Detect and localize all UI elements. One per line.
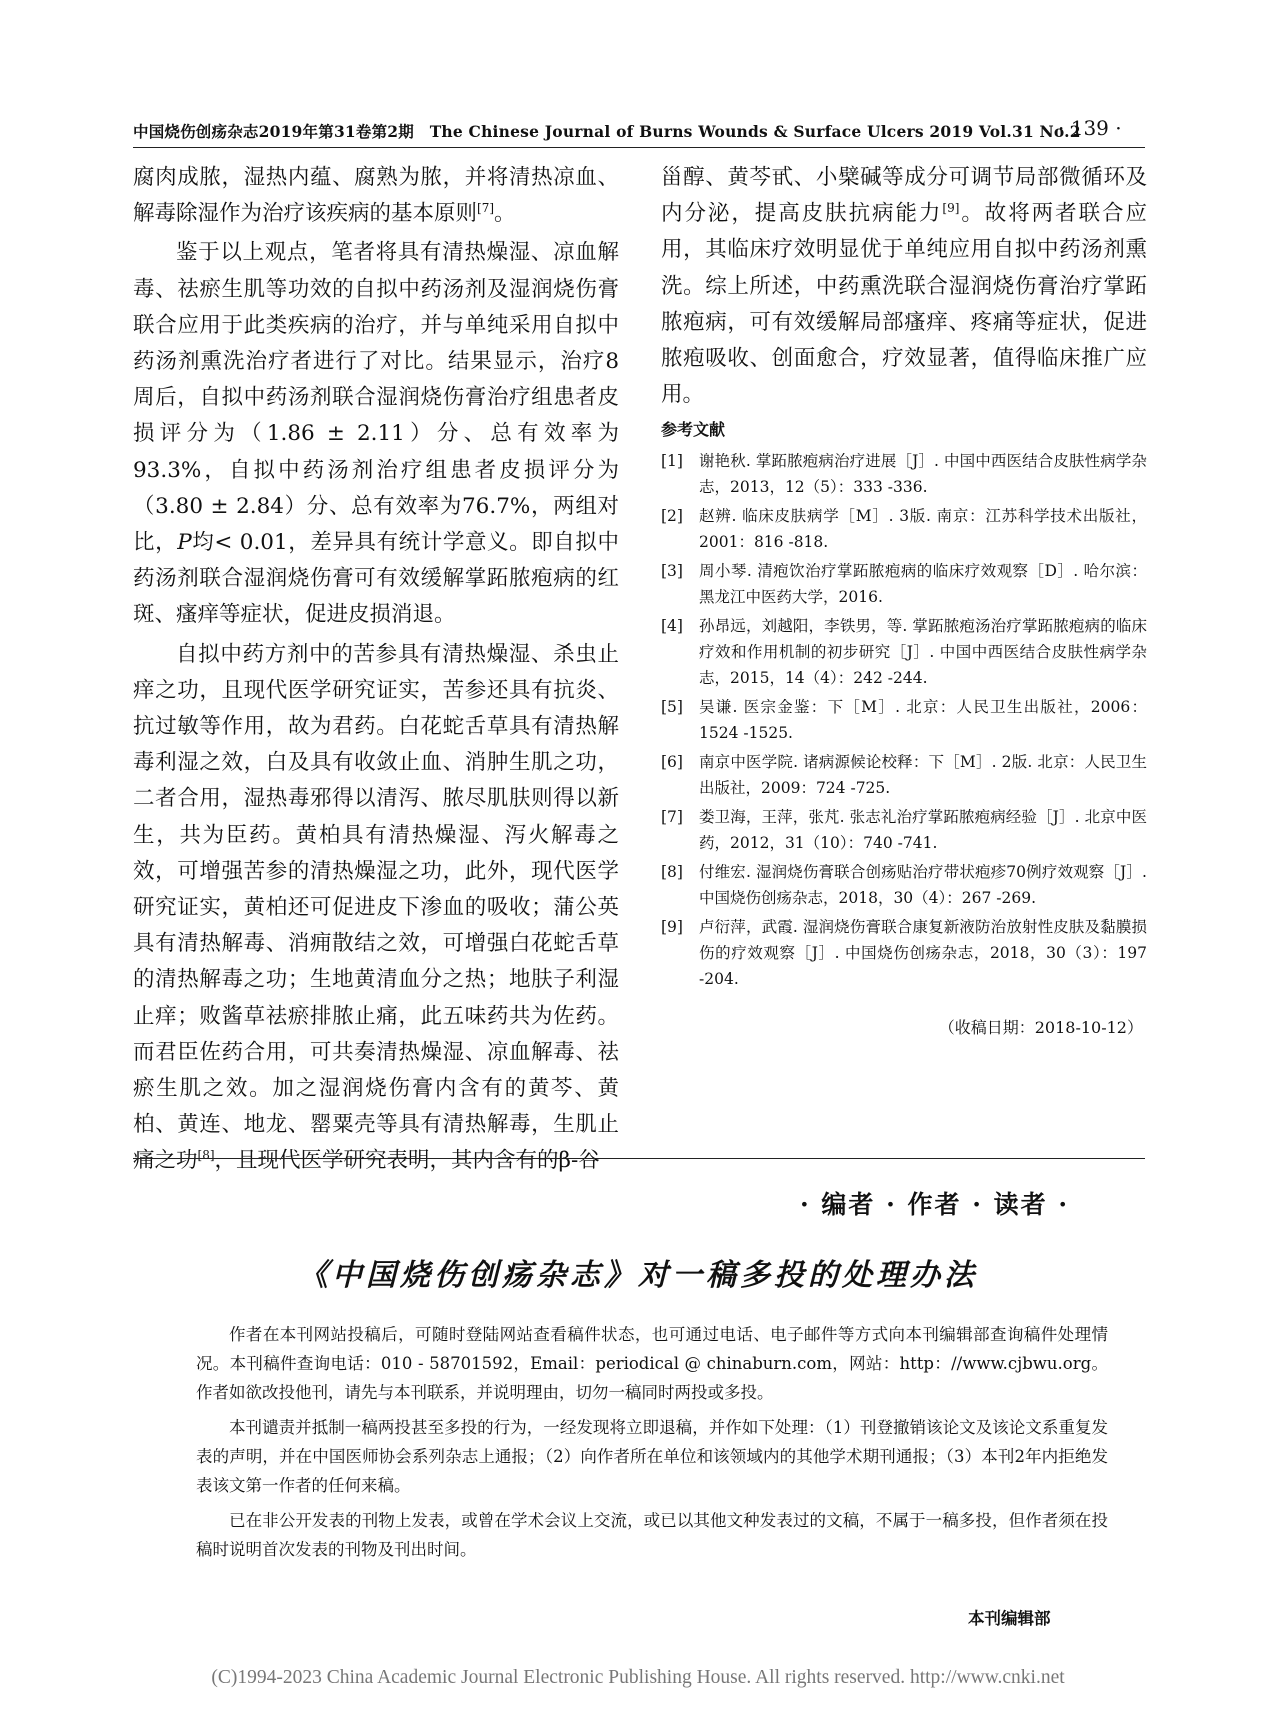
references-list	[661, 448, 1147, 992]
reference-number: [1]	[661, 452, 683, 471]
reference-number: [3]	[661, 562, 683, 581]
paragraph-text: 甾醇、黄芩甙、小檗碱等成分可调节局部微循环及内分泌，提高皮肤抗病能力	[661, 165, 1147, 227]
references-heading: 参考文献	[661, 420, 726, 440]
p-value-symbol: P	[177, 530, 192, 556]
paragraph	[133, 235, 619, 633]
reference-item	[661, 613, 1147, 691]
paragraph-text: 自拟中药方剂中的苦参具有清热燥湿、杀虫止痒之功，且现代医学研究证实，苦参还具有抗炎、抗过敏等作用，故为君药。白花蛇舌草具有清热解毒利湿之效，白及具有收敛止血、消肿生肌之功，二者合用，湿热毒邪得以清泻、脓尽肌肤则得以新生，共为臣药。黄柏具有清热燥湿、泻火解毒之效，可增强苦参的清热燥湿之功，此外，现代医学研究证实，黄柏还可促进皮下渗血的吸收；蒲公英具有清热解毒、消痈散结之效，可增强白花蛇舌草的清热解毒之功；生地黄清血分之热；地肤子利湿止痒；败酱草祛瘀排脓止痛，此五味药共为佐药。而君臣佐药合用，可共奏清热燥湿、凉血解毒、祛瘀生肌之效。加之湿润烧伤膏内含有的黄芩、黄柏、黄连、地龙、罂粟壳等具有清热解毒，生肌止痛之功	[133, 641, 619, 1174]
paragraph	[133, 637, 619, 1180]
reference-text: 赵辨. 临床皮肤病学［M］. 3版. 南京：江苏科学技术出版社，2001：816 -818.	[699, 507, 1147, 552]
reference-number: [2]	[661, 507, 683, 526]
reference-text: 孙昂远，刘越阳，李铁男，等. 掌跖脓疱汤治疗掌跖脓疱病的临床疗效和作用机制的初步研究［J］. 中国中西医结合皮肤性病学杂志，2015，14（4）：242 -244.	[699, 617, 1147, 688]
citation-link[interactable]: [7]	[477, 201, 495, 216]
paragraph-text: 。	[494, 201, 516, 227]
citation-link[interactable]: [9]	[942, 201, 960, 216]
notice-paragraph: 作者在本刊网站投稿后，可随时登陆网站查看稿件状态，也可通过电话、电子邮件等方式向本刊编辑部查询稿件处理情况。本刊稿件查询电话：010 - 58701592，Email：periodical @ chinaburn.com，网站：http：//www.cjbwu.org。作者如欲改投他刊，请先与本刊联系，并说明理由，切勿一稿同时两投或多投。	[196, 1325, 1108, 1402]
reference-item	[661, 558, 1147, 610]
notice-signature: 本刊编辑部	[968, 1609, 1051, 1628]
paragraph-text: 均< 0.01，差异具有统计学意义。即自拟中药汤剂联合湿润烧伤膏可有效缓解掌跖脓疱病的红斑、瘙痒等症状，促进皮损消退。	[133, 530, 619, 628]
reference-text: 吴谦. 医宗金鉴：下［M］. 北京：人民卫生出版社，2006：1524 -1525.	[699, 698, 1147, 743]
header-rule	[133, 147, 1145, 148]
notice-body	[196, 1320, 1108, 1570]
right-column	[661, 160, 1147, 1047]
received-date: （收稿日期：2018-10-12）	[938, 1018, 1143, 1038]
running-header: 中国烧伤创疡杂志2019年第31卷第2期 The Chinese Journal of Burns Wounds & Surface Ulcers 2019 Vol.31 No.2	[133, 122, 1081, 141]
footer-copyright: (C)1994-2023 China Academic Journal Electronic Publishing House. All rights reserved. http://www.cnki.net	[211, 1667, 1065, 1688]
reference-item	[661, 694, 1147, 746]
paragraph	[661, 160, 1147, 413]
left-column	[133, 160, 619, 1180]
notice-paragraph: 已在非公开发表的刊物上发表，或曾在学术会议上交流，或已以其他文种发表过的文稿，不属于一稿多投，但作者须在投稿时说明首次发表的刊物及刊出时间。	[196, 1511, 1108, 1559]
notice-title: 《中国烧伤创疡杂志》对一稿多投的处理办法	[298, 1258, 978, 1293]
reference-number: [6]	[661, 753, 683, 772]
section-tag: · 编者 · 作者 · 读者 ·	[800, 1190, 1070, 1219]
paragraph-text: 腐肉成脓，湿热内蕴、腐熟为脓，并将清热凉血、解毒除湿作为治疗该疾病的基本原则	[133, 165, 619, 227]
reference-item	[661, 749, 1147, 801]
paragraph-text: 。故将两者联合应用，其临床疗效明显优于单纯应用自拟中药汤剂熏洗。综上所述，中药熏洗联合湿润烧伤膏治疗掌跖脓疱病，可有效缓解局部瘙痒、疼痛等症状，促进脓疱吸收、创面愈合，疗效显著，值得临床推广应用。	[661, 201, 1147, 408]
paragraph-text: ，且现代医学研究表明，其内含有的β-谷	[214, 1148, 600, 1174]
reference-number: [8]	[661, 863, 683, 882]
reference-item	[661, 448, 1147, 500]
reference-item	[661, 503, 1147, 555]
reference-text: 卢衍萍，武霞. 湿润烧伤膏联合康复新液防治放射性皮肤及黏膜损伤的疗效观察［J］. 中国烧伤创疡杂志，2018，30（3）：197 -204.	[699, 918, 1147, 989]
reference-text: 娄卫海，王萍，张芃. 张志礼治疗掌跖脓疱病经验［J］. 北京中医药，2012，31（10）：740 -741.	[699, 808, 1147, 853]
reference-number: [4]	[661, 617, 683, 636]
reference-number: [7]	[661, 808, 683, 827]
page-number: · 139 ·	[1058, 116, 1122, 140]
paragraph	[133, 160, 619, 232]
reference-item	[661, 914, 1147, 992]
section-rule	[133, 1158, 1145, 1159]
paragraph-text: 鉴于以上观点，笔者将具有清热燥湿、凉血解毒、祛瘀生肌等功效的自拟中药汤剂及湿润烧伤膏联合应用于此类疾病的治疗，并与单纯采用自拟中药汤剂熏洗治疗者进行了对比。结果显示，治疗8周后，自拟中药汤剂联合湿润烧伤膏治疗组患者皮损评分为（1.86 ± 2.11）分、总有效率为93.3%，自拟中药汤剂治疗组患者皮损评分为（3.80 ± 2.84）分、总有效率为76.7%，两组对比，	[133, 240, 619, 556]
reference-text: 南京中医学院. 诸病源候论校释：下［M］. 2版. 北京：人民卫生出版社，2009：724 -725.	[699, 753, 1147, 798]
reference-number: [5]	[661, 698, 683, 717]
reference-item	[661, 804, 1147, 856]
reference-item	[661, 859, 1147, 911]
notice-paragraph: 本刊谴责并抵制一稿两投甚至多投的行为，一经发现将立即退稿，并作如下处理：（1）刊登撤销该论文及该论文系重复发表的声明，并在中国医师协会系列杂志上通报；（2）向作者所在单位和该领域内的其他学术期刊通报；（3）本刊2年内拒绝发表该文第一作者的任何来稿。	[196, 1418, 1108, 1495]
reference-number: [9]	[661, 918, 683, 937]
citation-link[interactable]: [8]	[197, 1148, 215, 1163]
reference-text: 周小琴. 清疱饮治疗掌跖脓疱病的临床疗效观察［D］. 哈尔滨：黑龙江中医药大学，2016.	[699, 562, 1147, 607]
reference-text: 谢艳秋. 掌跖脓疱病治疗进展［J］. 中国中西医结合皮肤性病学杂志，2013，12（5）：333 -336.	[699, 452, 1147, 497]
reference-text: 付维宏. 湿润烧伤膏联合创疡贴治疗带状疱疹70例疗效观察［J］. 中国烧伤创疡杂志，2018，30（4）：267 -269.	[699, 863, 1147, 908]
